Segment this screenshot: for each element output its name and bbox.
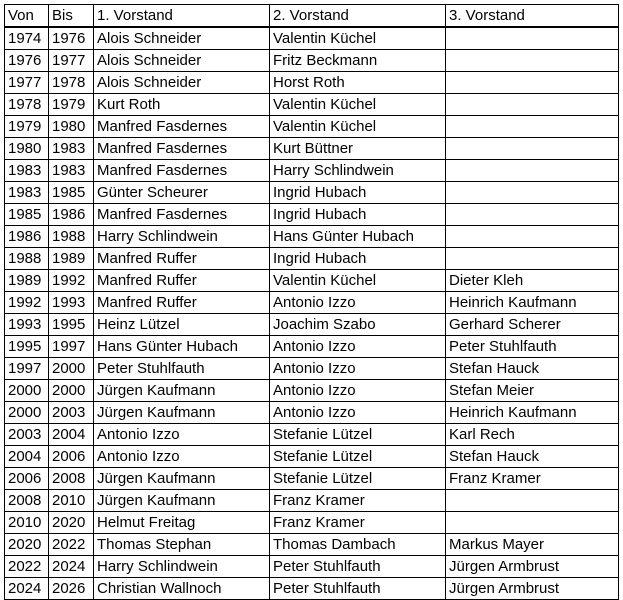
cell-2-vorstand: Valentin Küchel [270,270,446,292]
table-row [5,402,619,424]
cell-von: 1976 [5,50,49,72]
table-row [5,380,619,402]
cell-von: 2008 [5,490,49,512]
cell-bis: 1983 [49,160,94,182]
cell-3-vorstand [446,226,619,248]
cell-1-vorstand: Harry Schlindwein [94,226,270,248]
cell-3-vorstand: Peter Stuhlfauth [446,336,619,358]
cell-von: 2003 [5,424,49,446]
officers-table [4,4,619,600]
table-row [5,138,619,160]
cell-1-vorstand: Manfred Fasdernes [94,138,270,160]
table-row [5,204,619,226]
cell-bis: 1995 [49,314,94,336]
cell-3-vorstand: Jürgen Armbrust [446,578,619,600]
cell-3-vorstand [446,94,619,116]
table-row [5,94,619,116]
cell-1-vorstand: Helmut Freitag [94,512,270,534]
cell-2-vorstand: Fritz Beckmann [270,50,446,72]
cell-3-vorstand: Stefan Hauck [446,358,619,380]
table-body [5,27,619,600]
table-row [5,490,619,512]
cell-3-vorstand: Gerhard Scherer [446,314,619,336]
cell-1-vorstand: Thomas Stephan [94,534,270,556]
cell-3-vorstand [446,138,619,160]
cell-2-vorstand: Ingrid Hubach [270,248,446,270]
table-row [5,556,619,578]
cell-1-vorstand: Kurt Roth [94,94,270,116]
table-row [5,270,619,292]
header-1-vorstand: 1. Vorstand [94,5,270,28]
cell-von: 1997 [5,358,49,380]
cell-1-vorstand: Hans Günter Hubach [94,336,270,358]
cell-2-vorstand: Franz Kramer [270,512,446,534]
cell-2-vorstand: Joachim Szabo [270,314,446,336]
cell-3-vorstand: Heinrich Kaufmann [446,402,619,424]
cell-2-vorstand: Antonio Izzo [270,292,446,314]
table-row [5,358,619,380]
cell-2-vorstand: Antonio Izzo [270,402,446,424]
cell-3-vorstand [446,490,619,512]
cell-bis: 2020 [49,512,94,534]
cell-bis: 1980 [49,116,94,138]
cell-bis: 2004 [49,424,94,446]
cell-1-vorstand: Alois Schneider [94,50,270,72]
cell-2-vorstand: Antonio Izzo [270,336,446,358]
cell-2-vorstand: Peter Stuhlfauth [270,578,446,600]
cell-bis: 2026 [49,578,94,600]
cell-2-vorstand: Thomas Dambach [270,534,446,556]
cell-1-vorstand: Jürgen Kaufmann [94,380,270,402]
cell-3-vorstand: Stefan Meier [446,380,619,402]
cell-1-vorstand: Manfred Fasdernes [94,116,270,138]
cell-3-vorstand: Stefan Hauck [446,446,619,468]
cell-bis: 1997 [49,336,94,358]
cell-2-vorstand: Harry Schlindwein [270,160,446,182]
cell-2-vorstand: Franz Kramer [270,490,446,512]
cell-1-vorstand: Harry Schlindwein [94,556,270,578]
cell-von: 1992 [5,292,49,314]
cell-von: 2000 [5,402,49,424]
table-row [5,534,619,556]
cell-3-vorstand: Karl Rech [446,424,619,446]
cell-1-vorstand: Peter Stuhlfauth [94,358,270,380]
cell-1-vorstand: Antonio Izzo [94,424,270,446]
cell-2-vorstand: Stefanie Lützel [270,468,446,490]
cell-1-vorstand: Jürgen Kaufmann [94,468,270,490]
cell-3-vorstand [446,72,619,94]
cell-von: 1988 [5,248,49,270]
table-row [5,446,619,468]
cell-bis: 2022 [49,534,94,556]
cell-2-vorstand: Kurt Büttner [270,138,446,160]
cell-bis: 1983 [49,138,94,160]
cell-von: 1995 [5,336,49,358]
cell-3-vorstand [446,116,619,138]
cell-2-vorstand: Valentin Küchel [270,94,446,116]
cell-3-vorstand [446,204,619,226]
cell-von: 1980 [5,138,49,160]
cell-3-vorstand: Franz Kramer [446,468,619,490]
cell-bis: 1989 [49,248,94,270]
cell-von: 1983 [5,182,49,204]
cell-von: 1986 [5,226,49,248]
cell-von: 1985 [5,204,49,226]
cell-1-vorstand: Manfred Ruffer [94,292,270,314]
cell-von: 1978 [5,94,49,116]
cell-1-vorstand: Günter Scheurer [94,182,270,204]
cell-bis: 1985 [49,182,94,204]
table-row [5,182,619,204]
cell-2-vorstand: Stefanie Lützel [270,424,446,446]
table-row [5,27,619,50]
header-2-vorstand: 2. Vorstand [270,5,446,28]
header-von: Von [5,5,49,28]
table-row [5,314,619,336]
cell-2-vorstand: Peter Stuhlfauth [270,556,446,578]
cell-3-vorstand [446,182,619,204]
table-row [5,50,619,72]
table-row [5,292,619,314]
cell-bis: 1977 [49,50,94,72]
table-row [5,160,619,182]
cell-3-vorstand: Heinrich Kaufmann [446,292,619,314]
cell-von: 1974 [5,27,49,50]
cell-1-vorstand: Alois Schneider [94,27,270,50]
table-row [5,468,619,490]
table-row [5,424,619,446]
cell-2-vorstand: Valentin Küchel [270,27,446,50]
cell-1-vorstand: Manfred Fasdernes [94,160,270,182]
cell-1-vorstand: Manfred Ruffer [94,248,270,270]
cell-bis: 2003 [49,402,94,424]
cell-1-vorstand: Jürgen Kaufmann [94,402,270,424]
cell-bis: 2006 [49,446,94,468]
cell-bis: 1988 [49,226,94,248]
cell-3-vorstand [446,50,619,72]
cell-bis: 1976 [49,27,94,50]
cell-1-vorstand: Alois Schneider [94,72,270,94]
cell-3-vorstand: Dieter Kleh [446,270,619,292]
cell-3-vorstand: Markus Mayer [446,534,619,556]
cell-bis: 2000 [49,380,94,402]
cell-2-vorstand: Ingrid Hubach [270,182,446,204]
cell-3-vorstand: Jürgen Armbrust [446,556,619,578]
cell-von: 1979 [5,116,49,138]
cell-1-vorstand: Heinz Lützel [94,314,270,336]
cell-1-vorstand: Christian Wallnoch [94,578,270,600]
cell-2-vorstand: Antonio Izzo [270,380,446,402]
cell-1-vorstand: Manfred Ruffer [94,270,270,292]
cell-bis: 2008 [49,468,94,490]
header-3-vorstand: 3. Vorstand [446,5,619,28]
cell-von: 1989 [5,270,49,292]
table-row [5,578,619,600]
table-row [5,226,619,248]
cell-bis: 1978 [49,72,94,94]
cell-von: 2010 [5,512,49,534]
table-header [5,5,619,28]
cell-von: 2022 [5,556,49,578]
cell-von: 2020 [5,534,49,556]
cell-2-vorstand: Stefanie Lützel [270,446,446,468]
cell-von: 2006 [5,468,49,490]
header-row [5,5,619,28]
cell-bis: 1992 [49,270,94,292]
cell-von: 1977 [5,72,49,94]
cell-2-vorstand: Antonio Izzo [270,358,446,380]
cell-3-vorstand [446,512,619,534]
cell-3-vorstand [446,27,619,50]
cell-1-vorstand: Antonio Izzo [94,446,270,468]
header-bis: Bis [49,5,94,28]
cell-bis: 1986 [49,204,94,226]
cell-von: 2000 [5,380,49,402]
table-row [5,116,619,138]
cell-von: 1983 [5,160,49,182]
cell-1-vorstand: Jürgen Kaufmann [94,490,270,512]
cell-bis: 2000 [49,358,94,380]
cell-bis: 2010 [49,490,94,512]
cell-von: 2004 [5,446,49,468]
table-row [5,72,619,94]
cell-bis: 1993 [49,292,94,314]
cell-1-vorstand: Manfred Fasdernes [94,204,270,226]
cell-2-vorstand: Ingrid Hubach [270,204,446,226]
cell-bis: 1979 [49,94,94,116]
cell-bis: 2024 [49,556,94,578]
cell-3-vorstand [446,248,619,270]
table-row [5,512,619,534]
cell-2-vorstand: Hans Günter Hubach [270,226,446,248]
cell-von: 1993 [5,314,49,336]
cell-2-vorstand: Horst Roth [270,72,446,94]
table-row [5,336,619,358]
cell-2-vorstand: Valentin Küchel [270,116,446,138]
cell-3-vorstand [446,160,619,182]
cell-von: 2024 [5,578,49,600]
table-row [5,248,619,270]
